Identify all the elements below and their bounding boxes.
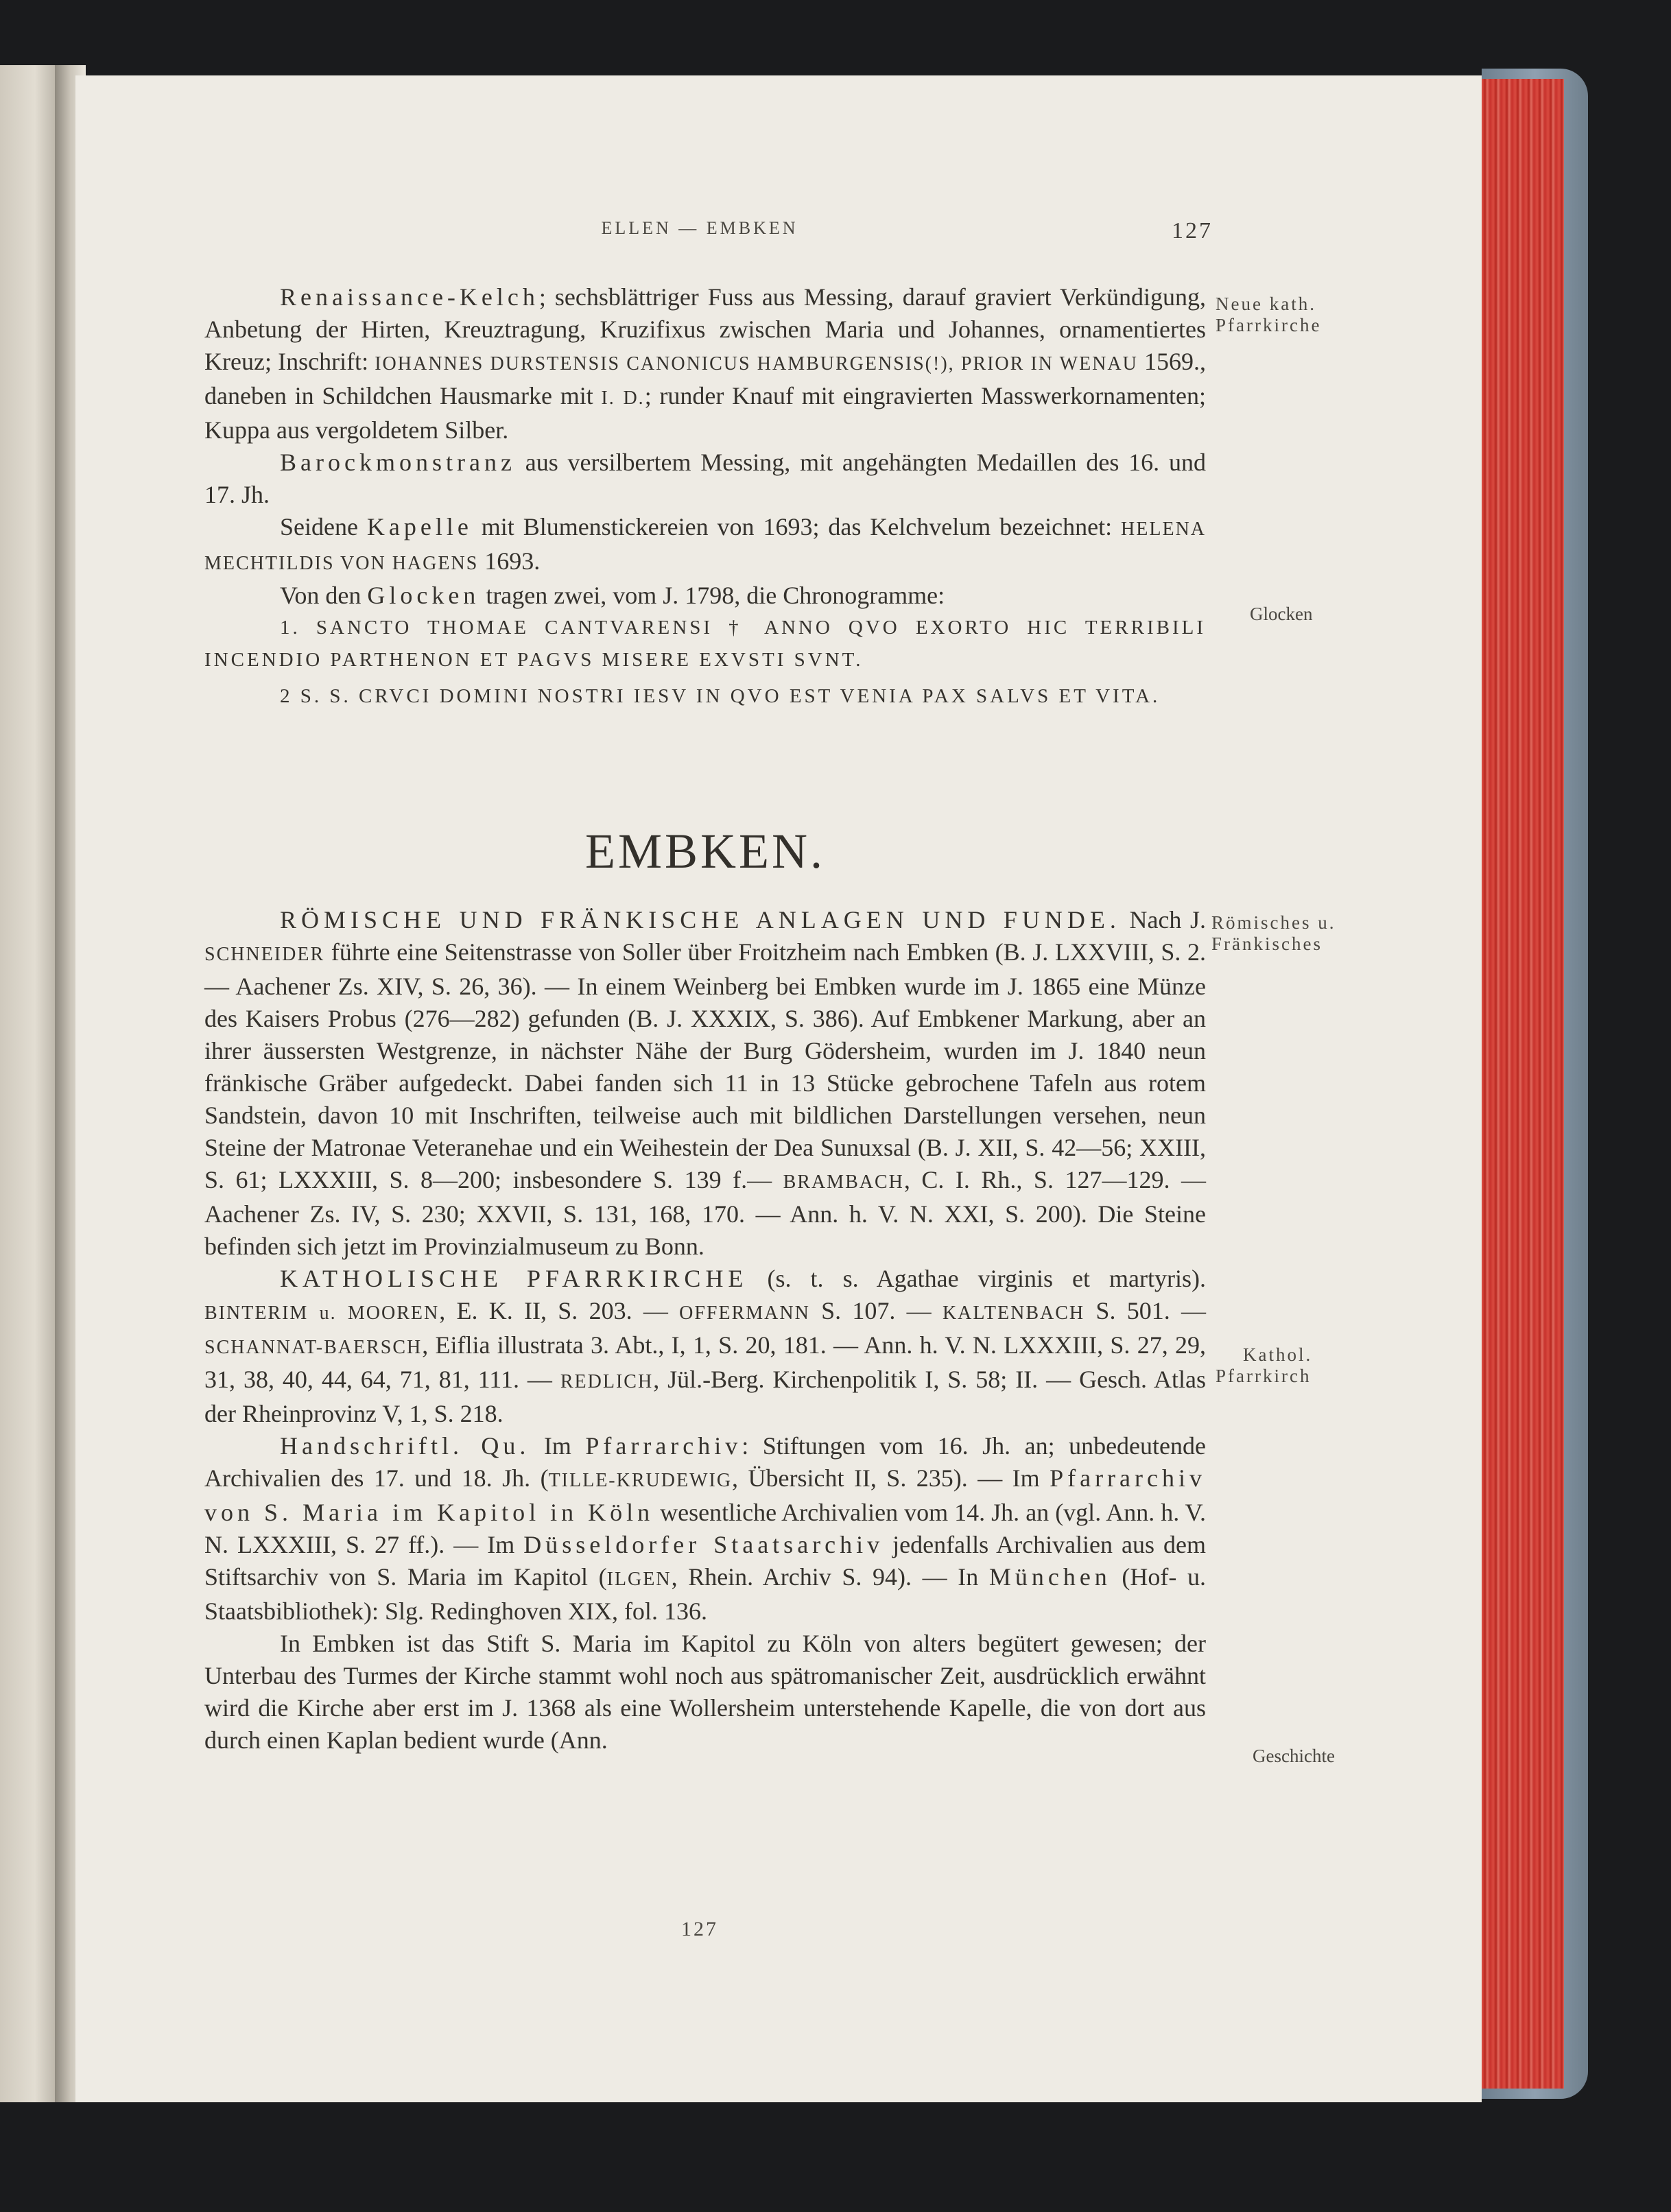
margin-note-geschichte: Geschichte — [1253, 1746, 1335, 1766]
paragraph-kelch: Renaissance-Kelch; sechsblättriger Fuss aus Messing, darauf graviert Verkündigung, Anbetung der Hirten, Kreuztragung, Kruzifixus zwischen Maria und Johannes, ornamentiertes Kreuz; Inschrift: IOHANNES DURSTENSIS CANONICUS HAMBURGENSIS(!), PRIOR IN WENAU 1569., daneben in Schildchen Hausmarke mit I. D.; runder Knauf mit eingravierten Masswerkornamenten; Kuppa aus vergoldetem Silber. — [204, 283, 1207, 444]
margin-note-roemisches: Römisches u. Fränkisches — [1211, 912, 1336, 954]
margin-note-neue-pfarrkirche: Neue kath. Pfarrkirche — [1216, 294, 1322, 335]
running-head: ELLEN — EMBKEN — [601, 218, 798, 238]
chronogram-2: 2 S. S. CRVCI DOMINI NOSTRI IESV IN QVO EST VENIA PAX SALVS ET VITA. — [280, 685, 1161, 707]
term-glocken: Glocken — [367, 582, 480, 609]
chronogram-1: 1. SANCTO THOMAE CANTVARENSI † ANNO QVO EXORTO HIC TERRIBILI INCENDIO PARTHENON ET PAGVS MISERE EXVSTI SVNT. — [204, 617, 1206, 671]
main-heading: EMBKEN. — [585, 824, 825, 879]
ellen-section — [204, 281, 1206, 713]
heading-pfarrkirche: KATHOLISCHE PFARRKIRCHE — [280, 1265, 748, 1292]
paragraph-kapelle: Seidene Kapelle mit Blumenstickereien von 1693; das Kelchvelum bezeichnet: HELENA MECHTILDIS VON HAGENS 1693. — [204, 513, 1206, 575]
term-barockmonstranz: Barockmonstranz — [280, 449, 516, 476]
paragraph-pfarrkirche: KATHOLISCHE PFARRKIRCHE (s. t. s. Agathae virginis et martyris). BINTERIM u. MOOREN, E. K. II, S. 203. — OFFERMANN S. 107. — KALTENBACH S. 501. — SCHANNAT-BAERSCH, Eiflia illustrata 3. Abt., I, 1, S. 20, 181. — Ann. h. V. N. LXXXIII, S. 27, 29, 31, 38, 40, 44, 64, 71, 81, 111. — REDLICH, Jül.-Berg. Kirchenpolitik I, S. 58; II. — Gesch. Atlas der Rheinprovinz V, 1, S. 218. — [204, 1265, 1206, 1427]
embken-section — [204, 904, 1206, 1757]
term-kapelle: Kapelle — [366, 513, 473, 540]
paragraph-glocken: Von den Glocken tragen zwei, vom J. 1798, die Chronogramme: — [280, 582, 945, 609]
inscription-kelchvelum: HELENA MECHTILDIS VON HAGENS — [204, 519, 1206, 574]
paragraph-quellen: Handschriftl. Qu. Im Pfarrarchiv: Stiftungen vom 16. Jh. an; unbedeutende Archivalien des 17. und 18. Jh. (TILLE-KRUDEWIG, Übersicht II, S. 235). — Im Pfarrarchiv von S. Maria im Kapitol in Köln wesentliche Archivalien vom 14. Jh. an (vgl. Ann. h. V. N. LXXXIII, S. 27 ff.). — Im Düsseldorfer Staatsarchiv jedenfalls Archivalien aus dem Stiftsarchiv von S. Maria im Kapitol (ILGEN, Rhein. Archiv S. 94). — In München (Hof- u. Staatsbibliothek): Slg. Redinghoven XIX, fol. 136. — [204, 1432, 1206, 1625]
left-page-edge — [0, 65, 58, 2102]
term-handschriftl-qu: Handschriftl. Qu. — [280, 1432, 530, 1460]
heading-roemische-funde: RÖMISCHE UND FRÄNKISCHE ANLAGEN UND FUNDE. — [280, 906, 1121, 933]
term-renaissance-kelch: Renaissance-Kelch — [280, 283, 539, 311]
inscription-kelch: IOHANNES DURSTENSIS CANONICUS HAMBURGENSIS(!), PRIOR IN WENAU — [375, 353, 1138, 374]
paragraph-monstranz: Barockmonstranz aus versilbertem Messing, mit angehängten Medaillen des 16. und 17. Jh. — [204, 449, 1206, 508]
paragraph-geschichte: In Embken ist das Stift S. Maria im Kapitol zu Köln von alters begütert gewesen; der Unterbau des Turmes der Kirche stammt wohl noch aus spätromanischer Zeit, ausdrücklich erwähnt wird die Kirche aber erst im J. 1368 als eine Wollersheim unterstehende Kapelle, die von dort aus durch einen Kaplan bedient wurde (Ann. — [204, 1630, 1206, 1754]
margin-note-kathol-pfarrkirch: Kathol. Pfarrkirch — [1216, 1344, 1313, 1386]
paragraph-roemische-funde: RÖMISCHE UND FRÄNKISCHE ANLAGEN UND FUNDE. Nach J. SCHNEIDER führte eine Seitenstrasse von Soller über Froitzheim nach Embken (B. J. LXXVIII, S. 2. — Aachener Zs. XIV, S. 26, 36). — In einem Weinberg bei Embken wurde im J. 1865 eine Münze des Kaisers Probus (276—282) gefunden (B. J. XXXIX, S. 386). Auf Embkener Markung, aber an ihrer äussersten Westgrenze, in nächster Nähe der Burg Gödersheim, wurden im J. 1840 neun fränkische Gräber aufgedeckt. Dabei fanden sich 11 in 13 Stücke gebrochene Tafeln aus rotem Sandstein, davon 10 mit Inschriften, teilweise auch mit bildlichen Darstellungen versehen, neun Steine der Matronae Veteranehae und ein Weihestein der Dea Sunuxsal (B. J. XII, S. 42—56; XXIII, S. 61; LXXXIII, S. 8—200; insbesondere S. 139 f.— BRAMBACH, C. I. Rh., S. 127—129. — Aachener Zs. IV, S. 230; XXVII, S. 131, 168, 170. — Ann. h. V. N. XXI, S. 200). Die Steine befinden sich jetzt im Provinzialmuseum zu Bonn. — [204, 906, 1207, 1260]
page-number-top: 127 — [1172, 218, 1213, 243]
red-page-edges — [1468, 79, 1564, 2089]
margin-note-glocken: Glocken — [1250, 604, 1313, 624]
page-number-bottom: 127 — [681, 1918, 718, 1940]
